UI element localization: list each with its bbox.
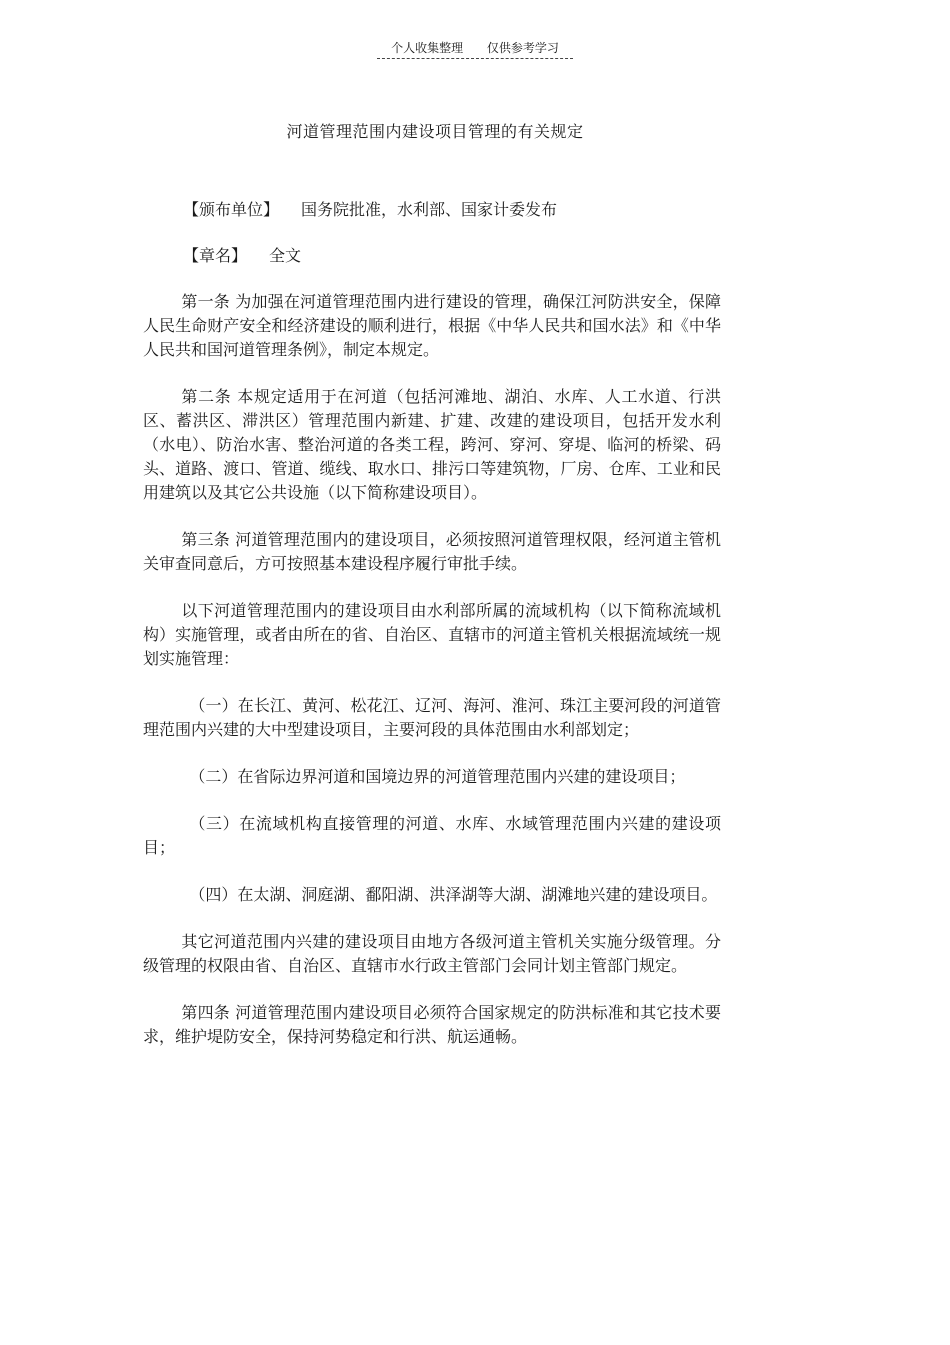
issuer-line: [143, 198, 721, 222]
article-3-item-3: （三）在流域机构直接管理的河道、水库、水域管理范围内兴建的建设项目；: [143, 814, 721, 857]
header-left-text: 个人收集整理: [391, 41, 464, 55]
article-2: 第二条 本规定适用于在河道（包括河滩地、湖泊、水库、人工水道、行洪区、蓄洪区、滞洪区）管理范围内新建、扩建、改建的建设项目，包括开发水利（水电）、防治水害、整治河道的各类工程，跨河、穿河、穿堤、临河的桥梁、码头、道路、渡口、管道、缆线、取水口、排污口等建筑物，厂房、仓库、工业和民用建筑以及其它公共设施（以下简称建设项目）。: [143, 387, 721, 502]
article-4: 第四条 河道管理范围内建设项目必须符合国家规定的防洪标准和其它技术要求，维护堤防安全，保持河势稳定和行洪、航运通畅。: [143, 1003, 721, 1046]
document-body: [143, 198, 721, 1072]
header-right-text: 仅供参考学习: [486, 41, 559, 55]
article-1: 第一条 为加强在河道管理范围内进行建设的管理，确保江河防洪安全，保障人民生命财产安全和经济建设的顺利进行，根据《中华人民共和国水法》和《中华人民共和国河道管理条例》，制定本规定。: [143, 292, 721, 359]
issuer-value: 国务院批准，水利部、国家计委发布: [301, 200, 558, 219]
header-underline: [377, 40, 573, 59]
page-header: [0, 40, 950, 59]
chapter-label: 【章名】: [183, 246, 248, 265]
article-3-item-4: （四）在太湖、洞庭湖、鄱阳湖、洪泽湖等大湖、湖滩地兴建的建设项目。: [189, 885, 718, 904]
document-title: 河道管理范围内建设项目管理的有关规定: [286, 122, 584, 141]
article-3-other: 其它河道范围内兴建的建设项目由地方各级河道主管机关实施分级管理。分级管理的权限由省、自治区、直辖市水行政主管部门会同计划主管部门规定。: [143, 932, 721, 975]
article-3-item-1: （一）在长江、黄河、松花江、辽河、海河、淮河、珠江主要河段的河道管理范围内兴建的大中型建设项目，主要河段的具体范围由水利部划定；: [143, 696, 721, 739]
article-3: 第三条 河道管理范围内的建设项目，必须按照河道管理权限，经河道主管机关审查同意后，方可按照基本建设程序履行审批手续。: [143, 530, 721, 573]
chapter-line: [143, 244, 721, 268]
chapter-value: 全文: [269, 246, 302, 265]
issuer-label: 【颁布单位】: [183, 200, 280, 219]
article-3-scope: 以下河道管理范围内的建设项目由水利部所属的流域机构（以下简称流域机构）实施管理，或者由所在的省、自治区、直辖市的河道主管机关根据流域统一规划实施管理：: [143, 601, 721, 668]
article-3-item-2: （二）在省际边界河道和国境边界的河道管理范围内兴建的建设项目；: [189, 767, 686, 786]
